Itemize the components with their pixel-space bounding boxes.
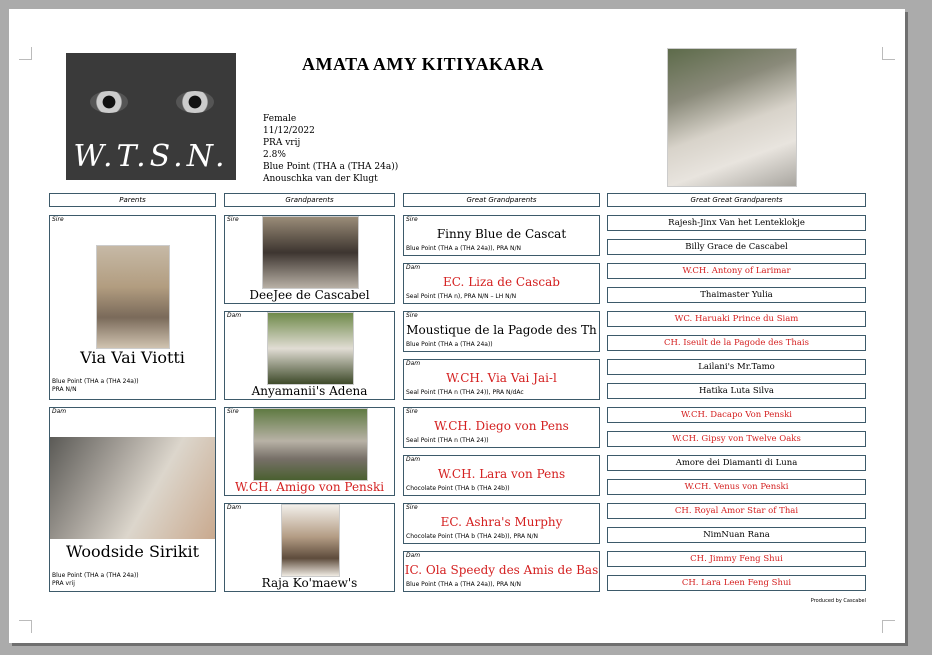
grandparent-1[interactable] bbox=[224, 215, 395, 304]
logo-text: W.T.S.N. bbox=[73, 139, 229, 174]
header-great-grandparents: Great Grandparents bbox=[403, 193, 600, 207]
grandparent-name: W.CH. Amigo von Penski bbox=[234, 480, 385, 494]
main-cat-photo bbox=[667, 48, 797, 187]
parent-sire-name: Via Vai Viotti bbox=[80, 348, 185, 367]
grandparent-photo bbox=[262, 216, 359, 289]
cat-eye-right bbox=[176, 91, 214, 113]
crop-mark bbox=[882, 47, 895, 60]
great-great-grandparent-8[interactable]: Hatika Luta Silva bbox=[607, 383, 866, 399]
parent-dam-photo bbox=[50, 437, 215, 539]
grandparent-photo bbox=[253, 408, 368, 481]
great-grandparent-6[interactable] bbox=[403, 455, 600, 496]
cat-eye-left bbox=[90, 91, 128, 113]
grandparent-label: Dam bbox=[227, 312, 242, 319]
crop-mark bbox=[882, 620, 895, 633]
great-great-grandparent-5[interactable]: WC. Haruaki Prince du Siam bbox=[607, 311, 866, 327]
cat-info bbox=[263, 113, 398, 185]
great-grandparent-label: Sire bbox=[406, 312, 418, 319]
great-great-grandparent-3[interactable]: W.CH. Antony of Larimar bbox=[607, 263, 866, 279]
great-great-grandparent-7[interactable]: Lailani's Mr.Tamo bbox=[607, 359, 866, 375]
parent-sire[interactable] bbox=[49, 215, 216, 400]
great-grandparent-details: Seal Point (THA n (THA 24)), PRA N/dAc bbox=[406, 389, 524, 396]
great-grandparent-details: Seal Point (THA n), PRA N/N – LH N/N bbox=[406, 293, 517, 300]
great-grandparent-name: W.CH. Diego von Pens bbox=[434, 419, 569, 433]
cat-color: Blue Point (THA a (THA 24a)) bbox=[263, 162, 399, 172]
great-great-grandparent-14[interactable]: NimNuan Rana bbox=[607, 527, 866, 543]
grandparent-name: Raja Ko'maew's bbox=[261, 576, 358, 590]
great-great-grandparent-6[interactable]: CH. Iseult de la Pagode des Thais bbox=[607, 335, 866, 351]
great-grandparent-7[interactable] bbox=[403, 503, 600, 544]
great-great-grandparent-9[interactable]: W.CH. Dacapo Von Penski bbox=[607, 407, 866, 423]
header-grandparents: Grandparents bbox=[224, 193, 395, 207]
great-grandparent-details: Blue Point (THA a (THA 24a)), PRA N/N bbox=[406, 245, 521, 252]
great-grandparent-label: Sire bbox=[406, 216, 418, 223]
great-grandparent-details: Blue Point (THA a (THA 24a)) bbox=[406, 341, 493, 348]
cat-name-title: AMATA AMY KITIYAKARA bbox=[302, 54, 545, 74]
great-grandparent-name: Finny Blue de Cascat bbox=[436, 227, 567, 241]
parent-dam[interactable] bbox=[49, 407, 216, 592]
grandparent-photo bbox=[267, 312, 354, 385]
great-grandparent-details: Blue Point (THA a (THA 24a)), PRA N/N bbox=[406, 581, 521, 588]
great-grandparent-1[interactable] bbox=[403, 215, 600, 256]
great-grandparent-label: Dam bbox=[406, 552, 421, 559]
great-grandparent-label: Dam bbox=[406, 456, 421, 463]
grandparent-4[interactable] bbox=[224, 503, 395, 592]
grandparent-name: DeeJee de Cascabel bbox=[249, 288, 370, 302]
great-grandparent-details: Chocolate Point (THA b (THA 24b)), PRA N/N bbox=[406, 533, 538, 540]
parent-dam-color: Blue Point (THA a (THA 24a)) bbox=[52, 572, 139, 579]
great-grandparent-2[interactable] bbox=[403, 263, 600, 304]
great-great-grandparent-12[interactable]: W.CH. Venus von Penski bbox=[607, 479, 866, 495]
cat-pra: PRA vrij bbox=[263, 138, 301, 148]
great-grandparent-label: Sire bbox=[406, 504, 418, 511]
footer-credit: Produced by Cascabel bbox=[810, 598, 866, 604]
parent-dam-pra: PRA vrij bbox=[52, 580, 75, 587]
great-grandparent-name: Moustique de la Pagode des Th bbox=[406, 323, 597, 337]
header-parents: Parents bbox=[49, 193, 216, 207]
parent-dam-name: Woodside Sirikit bbox=[65, 542, 200, 561]
great-grandparent-name: EC. Ashra's Murphy bbox=[440, 515, 563, 529]
parent-dam-details bbox=[52, 572, 139, 588]
great-great-grandparent-11[interactable]: Amore dei Diamanti di Luna bbox=[607, 455, 866, 471]
great-great-grandparent-1[interactable]: Rajesh-Jinx Van het Lenteklokje bbox=[607, 215, 866, 231]
grandparent-label: Dam bbox=[227, 504, 242, 511]
great-grandparent-details: Chocolate Point (THA b (THA 24b)) bbox=[406, 485, 510, 492]
dam-label: Dam bbox=[52, 408, 67, 415]
sire-label: Sire bbox=[52, 216, 64, 223]
great-great-grandparent-2[interactable]: Billy Grace de Cascabel bbox=[607, 239, 866, 255]
great-grandparent-name: W.CH. Lara von Pens bbox=[437, 467, 566, 481]
header-great-great-grandparents: Great Great Grandparents bbox=[607, 193, 866, 207]
great-grandparent-4[interactable] bbox=[403, 359, 600, 400]
great-great-grandparent-4[interactable]: Thaimaster Yulia bbox=[607, 287, 866, 303]
great-grandparent-name: IC. Ola Speedy des Amis de Bas bbox=[404, 563, 599, 577]
cat-birthdate: 11/12/2022 bbox=[263, 126, 315, 136]
great-great-grandparent-10[interactable]: W.CH. Gipsy von Twelve Oaks bbox=[607, 431, 866, 447]
grandparent-label: Sire bbox=[227, 408, 239, 415]
great-grandparent-name: EC. Liza de Cascab bbox=[443, 275, 560, 289]
cat-coi: 2.8% bbox=[263, 150, 286, 160]
logo bbox=[66, 53, 236, 180]
great-great-grandparent-15[interactable]: CH. Jimmy Feng Shui bbox=[607, 551, 866, 567]
great-grandparent-label: Sire bbox=[406, 408, 418, 415]
grandparent-3[interactable] bbox=[224, 407, 395, 496]
grandparent-name: Anyamanii's Adena bbox=[251, 384, 368, 398]
great-grandparent-3[interactable] bbox=[403, 311, 600, 352]
great-great-grandparent-16[interactable]: CH. Lara Leen Feng Shui bbox=[607, 575, 866, 591]
parent-sire-color: Blue Point (THA a (THA 24a)) bbox=[52, 378, 139, 385]
great-grandparent-name: W.CH. Via Vai Jai-l bbox=[446, 371, 557, 385]
great-grandparent-label: Dam bbox=[406, 360, 421, 367]
great-grandparent-details: Seal Point (THA n (THA 24)) bbox=[406, 437, 489, 444]
great-grandparent-label: Dam bbox=[406, 264, 421, 271]
crop-mark bbox=[19, 47, 32, 60]
parent-sire-pra: PRA N/N bbox=[52, 386, 77, 393]
cat-sex: Female bbox=[263, 114, 297, 124]
great-grandparent-8[interactable] bbox=[403, 551, 600, 592]
grandparent-2[interactable] bbox=[224, 311, 395, 400]
cat-owner: Anouschka van der Klugt bbox=[263, 174, 378, 184]
parent-sire-photo bbox=[96, 245, 170, 349]
crop-mark bbox=[19, 620, 32, 633]
grandparent-label: Sire bbox=[227, 216, 239, 223]
great-great-grandparent-13[interactable]: CH. Royal Amor Star of Thai bbox=[607, 503, 866, 519]
parent-sire-details bbox=[52, 378, 139, 394]
great-grandparent-5[interactable] bbox=[403, 407, 600, 448]
grandparent-photo bbox=[281, 504, 340, 577]
